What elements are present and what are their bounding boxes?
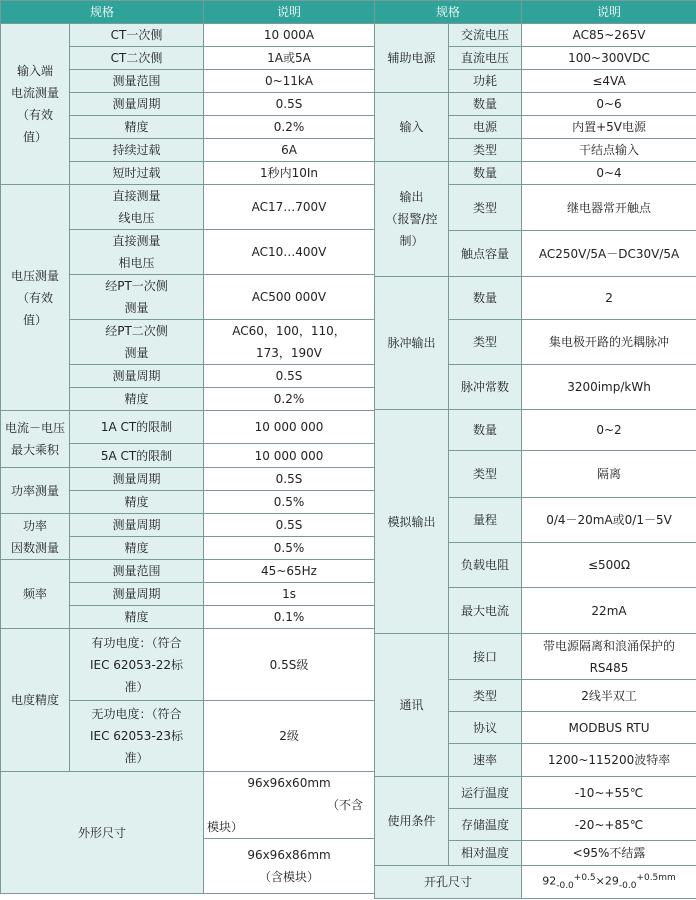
row-label: CT二次侧 (70, 47, 204, 70)
row-label: 测量范围 (70, 70, 204, 93)
row-label: 负载电阻 (449, 543, 522, 588)
row-label: 最大电流 (449, 588, 522, 634)
row-label: 直接测量 相电压 (70, 230, 204, 275)
row-label: 类型 (449, 451, 522, 498)
row-value: AC10…400V (204, 230, 375, 275)
row-value: 继电器常开触点 (522, 185, 696, 231)
group-product: 电流－电压 最大乘积 (1, 411, 70, 468)
row-label: 测量周期 (70, 468, 204, 491)
dim-with-module: 96x96x86mm （含模块） (204, 839, 375, 894)
row-label: 无功电度：（符合 IEC 62053-23标 准） (70, 701, 204, 772)
row-value: AC17…700V (204, 185, 375, 230)
row-label: 数量 (449, 410, 522, 451)
row-value: 0~4 (522, 162, 696, 185)
row-value: 0.5S级 (204, 629, 375, 701)
row-value: 22mA (522, 588, 696, 634)
row-label: 电源 (449, 116, 522, 139)
row-label: 脉冲常数 (449, 365, 522, 410)
row-value: 0.1% (204, 606, 375, 629)
row-label: 数量 (449, 93, 522, 116)
row-value: 干结点输入 (522, 139, 696, 162)
row-value: AC500 000V (204, 275, 375, 320)
row-label: 数量 (449, 162, 522, 185)
group-output: 输出 （报警/控 制） (375, 162, 449, 277)
group-frequency: 频率 (1, 560, 70, 629)
row-value: 0~6 (522, 93, 696, 116)
row-label: 测量范围 (70, 560, 204, 583)
row-label: 测量周期 (70, 583, 204, 606)
row-value: 0.2% (204, 388, 375, 411)
row-value: 10 000A (204, 24, 375, 47)
row-label: CT一次侧 (70, 24, 204, 47)
row-value: 1200~115200波特率 (522, 744, 696, 777)
row-value: 0.5% (204, 537, 375, 560)
row-label: 直接测量 线电压 (70, 185, 204, 230)
group-voltage: 电压测量 （有效 值） (1, 185, 70, 411)
row-label: 接口 (449, 634, 522, 680)
row-label: 速率 (449, 744, 522, 777)
row-value: -20~+85℃ (522, 809, 696, 841)
row-label: 精度 (70, 116, 204, 139)
row-value: 1A或5A (204, 47, 375, 70)
row-label: 类型 (449, 139, 522, 162)
group-operating-conditions: 使用条件 (375, 777, 449, 866)
row-value: -10~+55℃ (522, 777, 696, 809)
row-label: 测量周期 (70, 365, 204, 388)
row-value: <95%不结露 (522, 841, 696, 866)
right-spec-table (374, 0, 696, 899)
row-label: 运行温度 (449, 777, 522, 809)
group-pulse-output: 脉冲输出 (375, 277, 449, 410)
row-label: 直流电压 (449, 47, 522, 70)
row-value: 0.2% (204, 116, 375, 139)
row-value: 1秒内10In (204, 162, 375, 185)
row-label: 相对温度 (449, 841, 522, 866)
row-value: 0/4－20mA或0/1－5V (522, 498, 696, 543)
row-label: 测量周期 (70, 514, 204, 537)
row-label: 5A CT的限制 (70, 444, 204, 468)
row-label: 类型 (449, 680, 522, 712)
row-value: 10 000 000 (204, 411, 375, 444)
row-value: 0.5S (204, 468, 375, 491)
row-label: 交流电压 (449, 24, 522, 47)
group-aux-power: 辅助电源 (375, 24, 449, 93)
row-label: 短时过载 (70, 162, 204, 185)
row-label: 精度 (70, 491, 204, 514)
row-value: AC250V/5A－DC30V/5A (522, 231, 696, 277)
row-label: 量程 (449, 498, 522, 543)
row-label: 持续过载 (70, 139, 204, 162)
row-value: ≤4VA (522, 70, 696, 93)
group-energy-accuracy: 电度精度 (1, 629, 70, 772)
row-label: 有功电度：（符合 IEC 62053-22标 准） (70, 629, 204, 701)
row-value: 0~11kA (204, 70, 375, 93)
row-label: 存储温度 (449, 809, 522, 841)
row-label: 协议 (449, 712, 522, 744)
group-input: 输入 (375, 93, 449, 162)
row-value: 内置+5V电源 (522, 116, 696, 139)
row-value: 2线半双工 (522, 680, 696, 712)
group-communication: 通讯 (375, 634, 449, 777)
row-value: 0.5% (204, 491, 375, 514)
row-value: 2级 (204, 701, 375, 772)
header-spec: 规格 (375, 1, 522, 24)
row-value: AC60，100，110， 173，190V (204, 320, 375, 365)
row-value: AC85~265V (522, 24, 696, 47)
row-label: 类型 (449, 320, 522, 365)
row-label: 1A CT的限制 (70, 411, 204, 444)
group-power-factor: 功率 因数测量 (1, 514, 70, 560)
row-value: 2 (522, 277, 696, 320)
cutout-value: $92_{-0.0}^{+0.5}\times 29_{-0.0}^{+0.5mm}$ (522, 866, 696, 899)
header-desc: 说明 (522, 1, 696, 24)
row-value: 0.5S (204, 365, 375, 388)
row-value: ≤500Ω (522, 543, 696, 588)
row-value: 10 000 000 (204, 444, 375, 468)
row-value: 0.5S (204, 514, 375, 537)
row-label: 精度 (70, 537, 204, 560)
row-label: 精度 (70, 388, 204, 411)
row-value: 集电极开路的光耦脉冲 (522, 320, 696, 365)
header-spec: 规格 (1, 1, 204, 24)
row-value: 带电源隔离和浪涌保护的 RS485 (522, 634, 696, 680)
group-power: 功率测量 (1, 468, 70, 514)
group-current: 输入端 电流测量 （有效 值） (1, 24, 70, 185)
row-label: 数量 (449, 277, 522, 320)
row-value: MODBUS RTU (522, 712, 696, 744)
row-value: 100~300VDC (522, 47, 696, 70)
header-desc: 说明 (204, 1, 375, 24)
dim-without-module: 96x96x60mm （不含 模块） (204, 772, 375, 839)
row-label: 测量周期 (70, 93, 204, 116)
group-dimensions: 外形尺寸 (1, 772, 204, 894)
cutout-label: 开孔尺寸 (375, 866, 522, 899)
row-value: 3200imp/kWh (522, 365, 696, 410)
row-value: 45~65Hz (204, 560, 375, 583)
group-analog-output: 模拟输出 (375, 410, 449, 634)
row-label: 类型 (449, 185, 522, 231)
row-label: 精度 (70, 606, 204, 629)
row-value: 0.5S (204, 93, 375, 116)
row-value: 1s (204, 583, 375, 606)
row-value: 6A (204, 139, 375, 162)
row-label: 经PT一次侧 测量 (70, 275, 204, 320)
row-label: 触点容量 (449, 231, 522, 277)
row-label: 经PT二次侧 测量 (70, 320, 204, 365)
row-value: 0~2 (522, 410, 696, 451)
row-label: 功耗 (449, 70, 522, 93)
row-value: 隔离 (522, 451, 696, 498)
